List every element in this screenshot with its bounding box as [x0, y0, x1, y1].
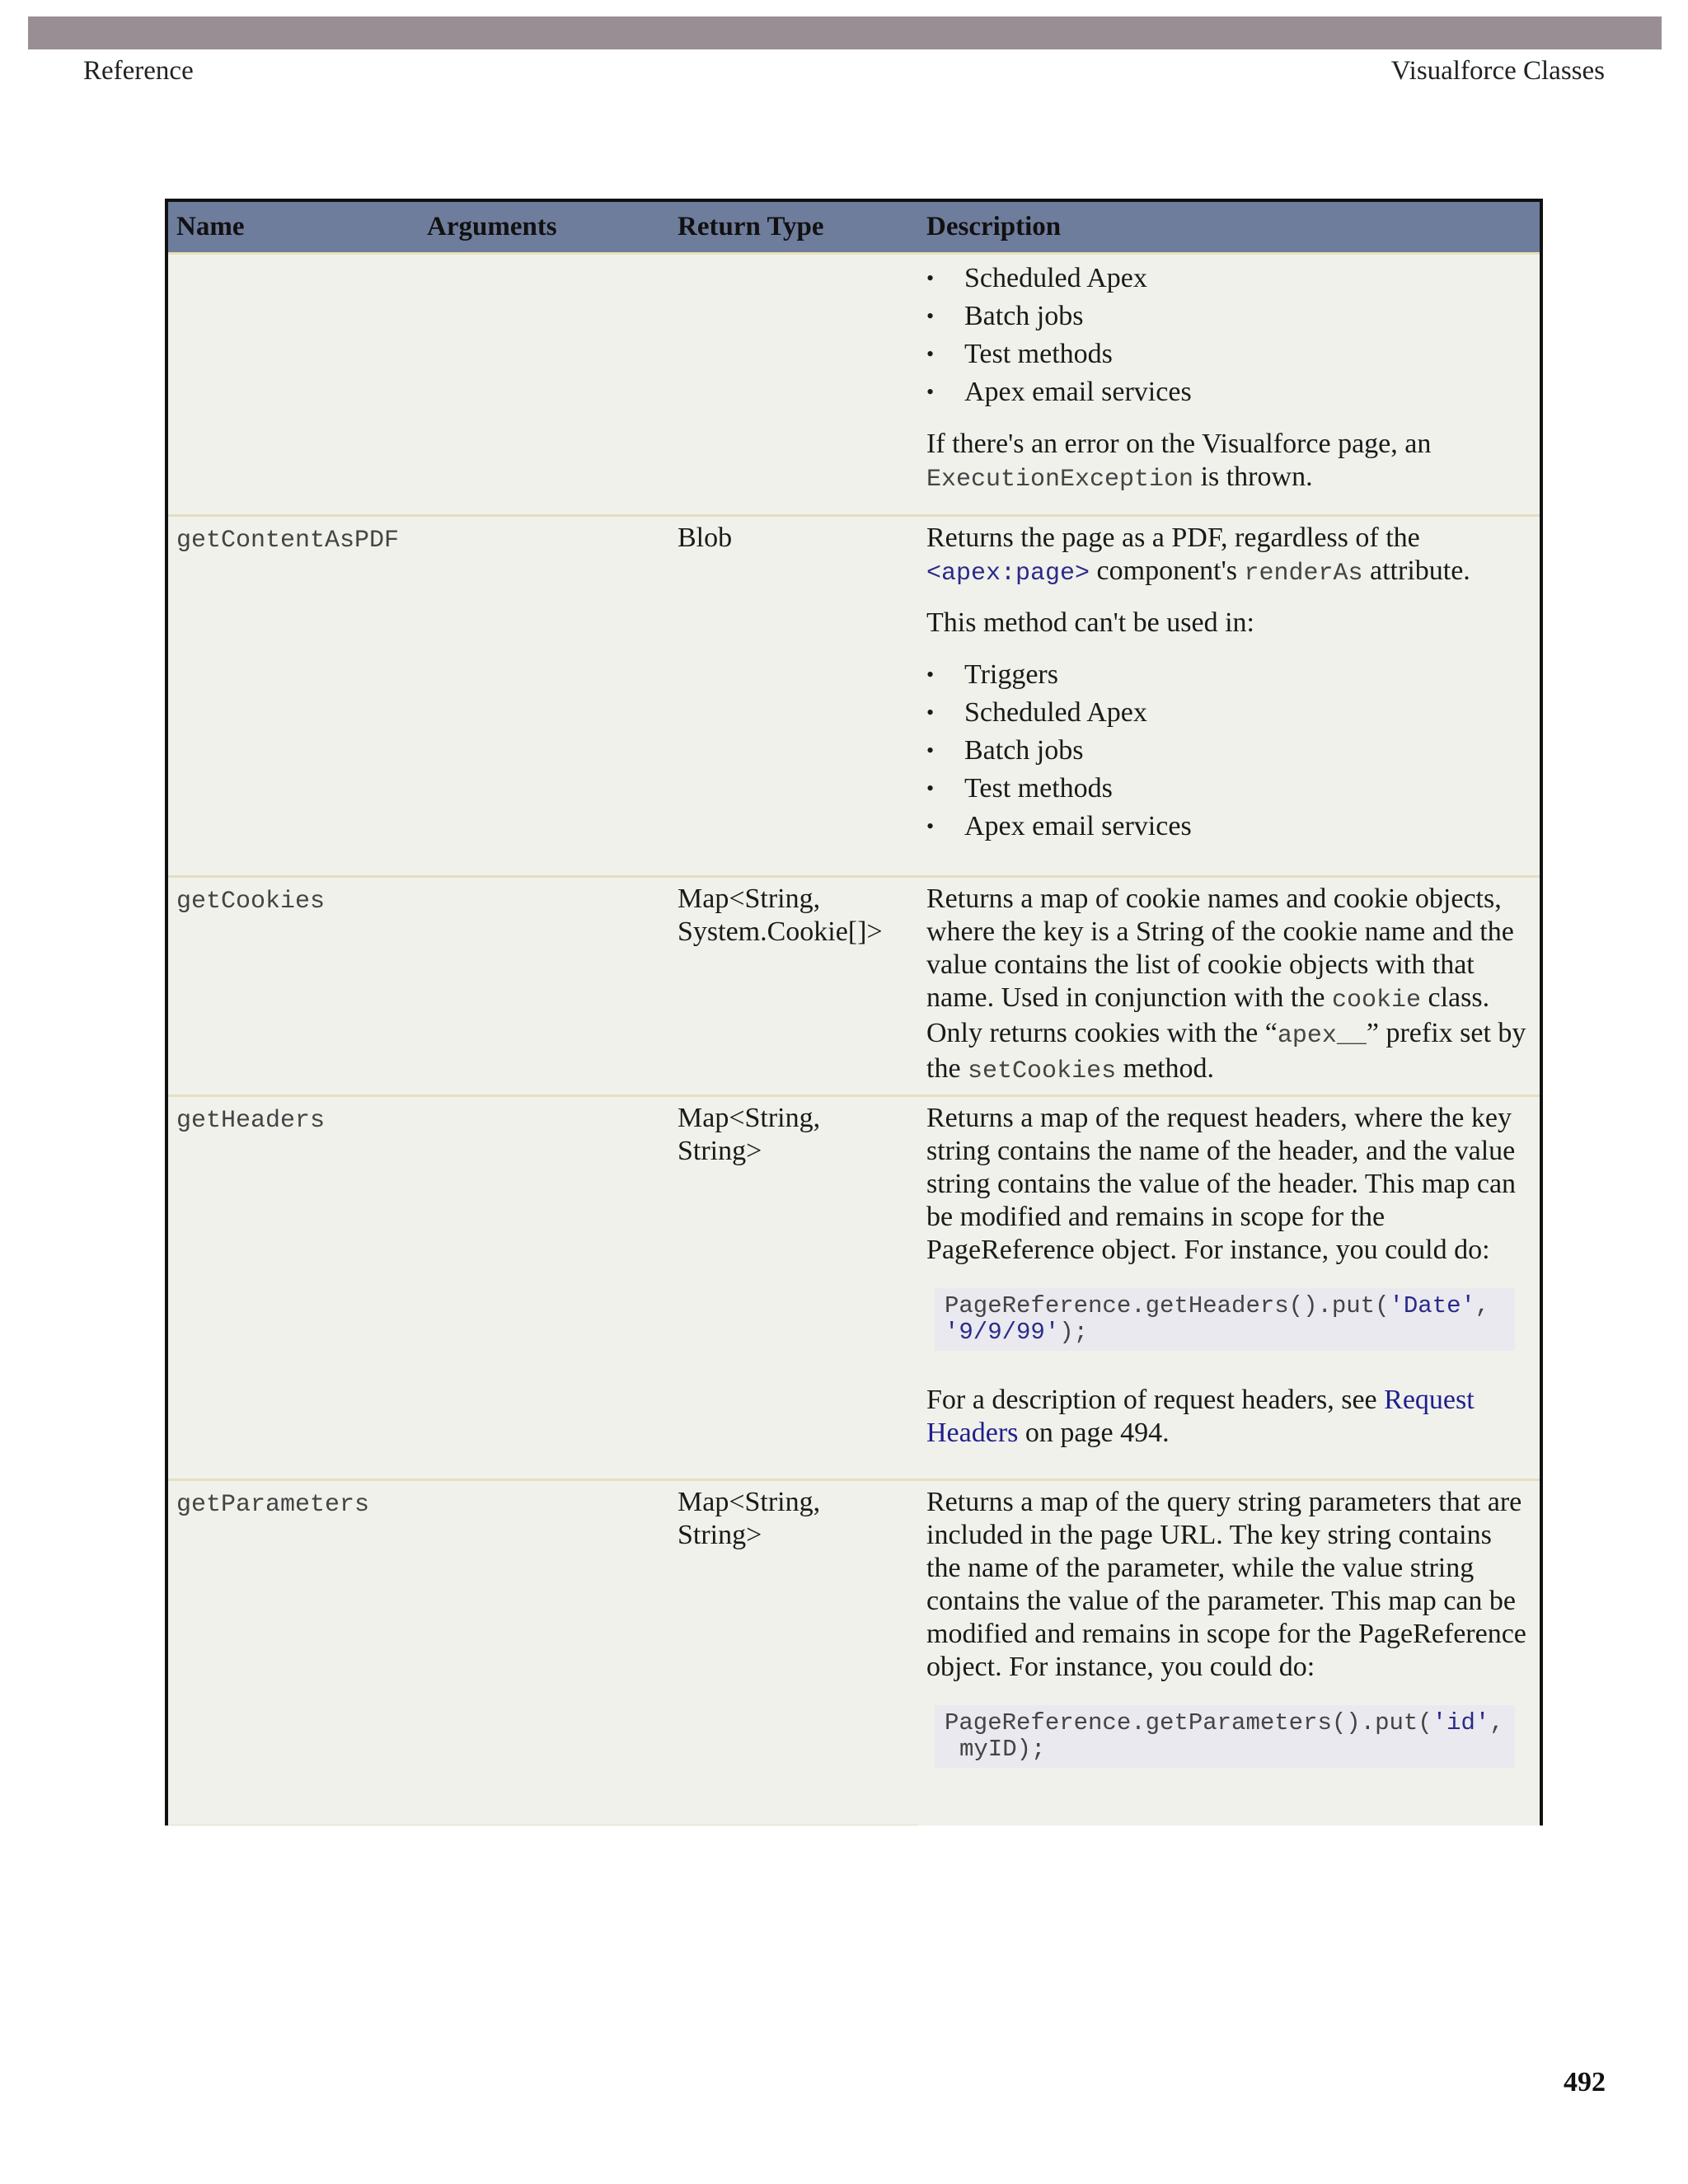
description-text: For a description of request headers, see Request Headers on page 494.	[926, 1385, 1475, 1448]
method-name: getContentAsPDF	[176, 527, 400, 555]
page-number: 492	[1564, 2067, 1606, 2097]
name-cell	[168, 516, 419, 877]
method-name: getParameters	[176, 1491, 370, 1519]
inline-code: setCookies	[968, 1057, 1117, 1085]
description-cell	[918, 877, 1540, 1096]
error-note: If there's an error on the Visualforce page, an ExecutionException is thrown.	[926, 429, 1432, 494]
column-header-arguments: Arguments	[419, 202, 669, 254]
code-sample: PageReference.getHeaders().put('Date', '9/9/99');	[935, 1288, 1515, 1351]
table-row	[168, 1096, 1540, 1480]
description-text: Returns the page as a PDF, regardless of the <apex:page> component's renderAs attribute.	[926, 523, 1470, 588]
inline-code: cookie	[1331, 987, 1421, 1015]
inline-code: <apex:page>	[926, 560, 1090, 588]
list-item: • Triggers	[926, 656, 1531, 694]
list-item: • Batch jobs	[926, 732, 1531, 770]
inline-code: ExecutionException	[926, 466, 1194, 494]
name-cell	[168, 877, 419, 1096]
return-type-cell: Map<String, String>	[669, 1480, 918, 1826]
name-cell	[168, 1096, 419, 1480]
table-row	[168, 254, 1540, 516]
running-header-left: Reference	[83, 56, 194, 86]
description-text: Returns a map of the request headers, where the key string contains the name of the header, and the value string contains the value of the header. This map can be modified and remains in scope for the PageReference object. For instance, you could do:	[926, 1103, 1517, 1265]
column-header-return-type: Return Type	[669, 202, 918, 254]
description-text: Returns a map of the query string parameters that are included in the page URL. The key string contains the name of the parameter, while the value string contains the value of the parameter. This map can be modified and remains in scope for the PageReference object. For instance, you could do:	[926, 1487, 1526, 1682]
arguments-cell	[419, 1480, 669, 1826]
method-name: getCookies	[176, 888, 326, 916]
list-item: • Test methods	[926, 770, 1531, 808]
description-text: This method can't be used in:	[926, 607, 1254, 638]
return-type-cell: Map<String, String>	[669, 1096, 918, 1480]
arguments-cell	[419, 516, 669, 877]
table-header-row	[168, 202, 1540, 254]
description-cell	[918, 516, 1540, 877]
list-item: • Scheduled Apex	[926, 260, 1531, 298]
list-item: • Scheduled Apex	[926, 694, 1531, 732]
name-cell	[168, 1480, 419, 1826]
top-bar	[28, 16, 1662, 49]
running-header-right: Visualforce Classes	[1390, 56, 1605, 86]
inline-code: renderAs	[1244, 560, 1363, 588]
arguments-cell	[419, 877, 669, 1096]
table-row	[168, 1480, 1540, 1826]
description-cell	[918, 1096, 1540, 1480]
table-row	[168, 516, 1540, 877]
methods-table	[165, 199, 1543, 1825]
request-headers-link[interactable]: Request Headers	[926, 1385, 1475, 1448]
inline-code: apex__	[1277, 1022, 1367, 1050]
return-type-cell: Map<String, System.Cookie[]>	[669, 877, 918, 1096]
return-type-cell	[669, 254, 918, 516]
return-type-cell: Blob	[669, 516, 918, 877]
column-header-description: Description	[918, 202, 1540, 254]
list-item: • Apex email services	[926, 808, 1531, 846]
list-item: • Apex email services	[926, 373, 1531, 411]
method-name: getHeaders	[176, 1107, 326, 1135]
bullet-list	[926, 656, 1531, 846]
code-sample: PageReference.getParameters().put('id', myID);	[935, 1705, 1515, 1768]
description-cell	[918, 1480, 1540, 1826]
description-text: Returns a map of cookie names and cookie objects, where the key is a String of the cookie name and the value contains the list of cookie objects with that name. Used in conjunction with the cookie class. Only returns cookies with the “apex__” prefix set by the setCookies method.	[926, 883, 1526, 1085]
list-item: • Batch jobs	[926, 298, 1531, 335]
name-cell	[168, 254, 419, 516]
arguments-cell	[419, 254, 669, 516]
list-item: • Test methods	[926, 335, 1531, 373]
table-row	[168, 877, 1540, 1096]
description-cell	[918, 254, 1540, 516]
column-header-name: Name	[168, 202, 419, 254]
arguments-cell	[419, 1096, 669, 1480]
bullet-list	[926, 260, 1531, 411]
